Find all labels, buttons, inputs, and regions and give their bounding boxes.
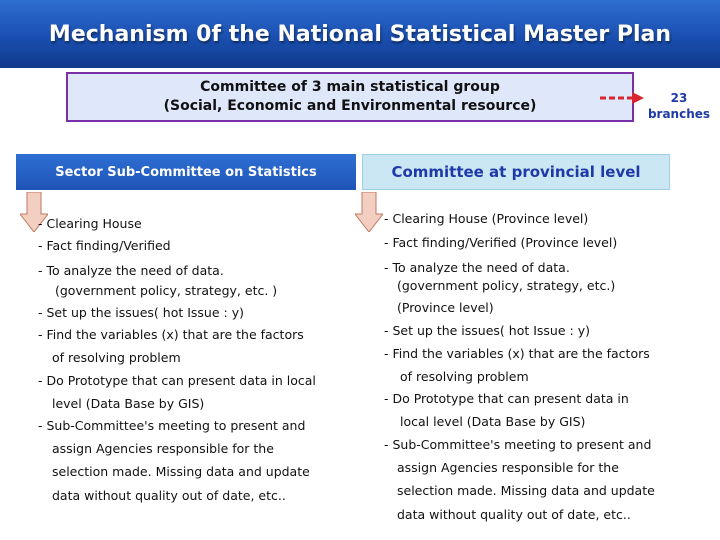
list-item: selection made. Missing data and update: [397, 483, 655, 498]
list-item: (government policy, strategy, etc. ): [55, 283, 278, 298]
list-item: - Clearing House (Province level): [384, 211, 589, 226]
list-item: - Fact finding/Verified: [38, 238, 171, 253]
list-item: data without quality out of date, etc..: [397, 507, 631, 522]
list-item: - Sub-Committee's meeting to present and: [38, 418, 306, 433]
main-committee-line2: (Social, Economic and Environmental resource): [163, 98, 537, 114]
main-committee-line1: Committee of 3 main statistical group: [200, 79, 500, 95]
list-item: - Set up the issues( hot Issue : y): [384, 323, 590, 338]
list-item: - Find the variables (x) that are the factors: [38, 327, 304, 342]
list-item: - To analyze the need of data.: [384, 260, 570, 275]
list-item: - Set up the issues( hot Issue : y): [38, 305, 244, 320]
list-item: local level (Data Base by GIS): [400, 414, 586, 429]
branches-count: 23: [670, 91, 688, 105]
title-bar: [0, 0, 720, 68]
branches-text: branches: [647, 107, 711, 121]
list-item: assign Agencies responsible for the: [52, 441, 274, 456]
list-item: of resolving problem: [400, 369, 529, 384]
dashed-arrow-icon: [600, 92, 644, 104]
right-down-arrow-icon: [355, 192, 383, 232]
list-item: - Sub-Committee's meeting to present and: [384, 437, 652, 452]
list-item: - Find the variables (x) that are the factors: [384, 346, 650, 361]
list-item: of resolving problem: [52, 350, 181, 365]
list-item: - Fact finding/Verified (Province level): [384, 235, 618, 250]
main-committee-box: [66, 72, 634, 122]
sector-subcommittee-header: Sector Sub-Committee on Statistics: [16, 154, 356, 190]
list-item: (government policy, strategy, etc.): [397, 278, 616, 293]
list-item: - Clearing House: [38, 216, 142, 231]
branches-label: [642, 90, 716, 122]
list-item: - Do Prototype that can present data in: [384, 391, 629, 406]
page-title: Mechanism 0f the National Statistical Master Plan: [48, 21, 672, 47]
list-item: assign Agencies responsible for the: [397, 460, 619, 475]
list-item: (Province level): [397, 300, 494, 315]
list-item: data without quality out of date, etc..: [52, 488, 286, 503]
list-item: selection made. Missing data and update: [52, 464, 310, 479]
list-item: level (Data Base by GIS): [52, 396, 205, 411]
list-item: - Do Prototype that can present data in local: [38, 373, 316, 388]
list-item: - To analyze the need of data.: [38, 263, 224, 278]
provincial-committee-header: Committee at provincial level: [362, 154, 670, 190]
